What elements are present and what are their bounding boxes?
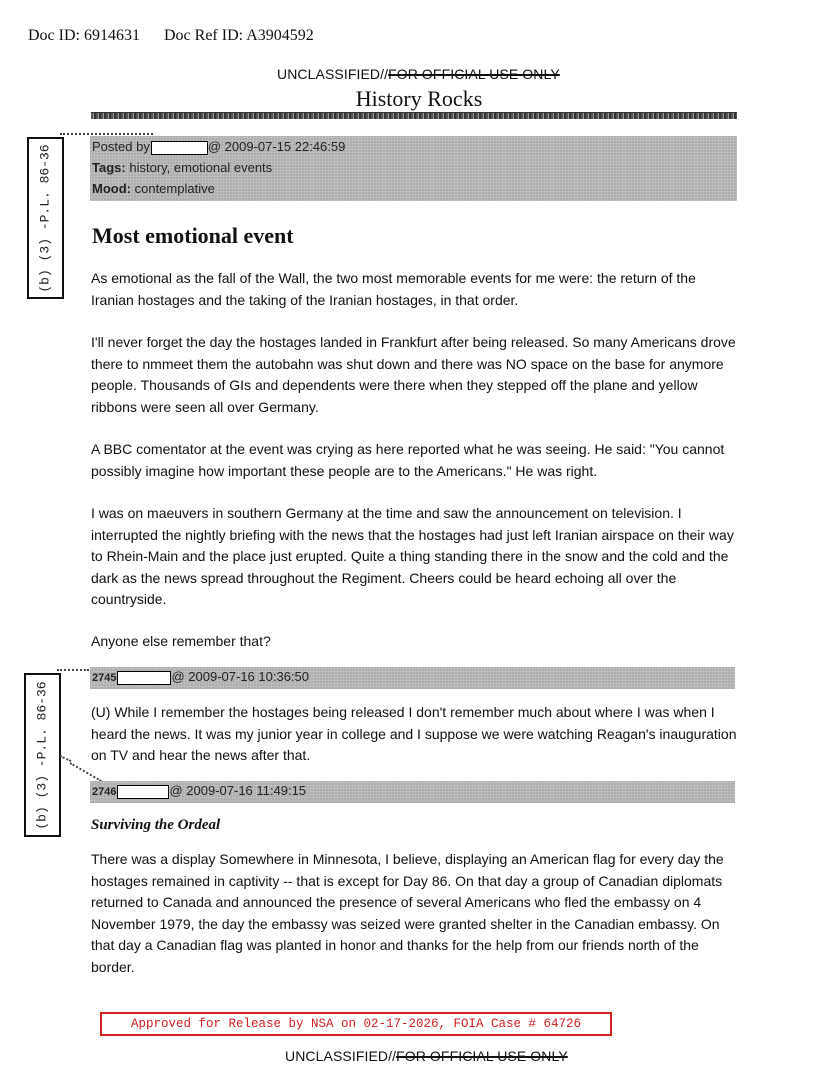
post-paragraph: I was on maeuvers in southern Germany at the time and saw the announcement on television. I interrupted the nightly briefing with the news that the hostages had just left Iranian airspace on their way to Rhein-Main and the place just erupted. Quite a thing standing there in the snow and the cold and the dark as the news spread throughout the Regiment. Cheers could be heard echoing all over the countryside.	[91, 505, 734, 607]
comment-number: 2745	[92, 672, 117, 684]
exemption-box-1	[27, 137, 64, 299]
redacted-username	[117, 671, 171, 685]
comment-timestamp: @ 2009-07-16 11:49:15	[169, 783, 307, 798]
classification-marking-bottom	[285, 1048, 568, 1064]
posted-by-label: Posted by	[92, 139, 150, 154]
posted-by-line	[92, 139, 345, 155]
tags-value[interactable]: history, emotional events	[129, 160, 273, 175]
comment-meta-bar	[90, 667, 735, 689]
doc-ref-id: Doc Ref ID: A3904592	[163, 27, 314, 44]
classification-struck: FOR OFFICIAL USE ONLY	[396, 1048, 568, 1064]
classification-struck: FOR OFFICIAL USE ONLY	[388, 66, 560, 82]
comment-body: (U) While I remember the hostages being released I don't remember much about where I was when I heard the news. It was my junior year in college and I suppose we were watching Reagan's inauguration on TV and hear the news after that.	[91, 704, 737, 763]
comment-number: 2746	[92, 786, 117, 798]
classification-label: UNCLASSIFIED//	[277, 66, 389, 82]
post-heading: Most emotional event	[92, 223, 294, 248]
mood-line	[92, 181, 215, 196]
exemption-label: (b) (3) -P.L. 86-36	[35, 680, 51, 830]
exemption-box-2	[24, 673, 61, 837]
post-timestamp: @ 2009-07-15 22:46:59	[207, 139, 346, 154]
comment-meta-line	[92, 783, 306, 799]
exemption-label: (b) (3) -P.L. 86-36	[38, 143, 54, 293]
post-paragraph: I'll never forget the day the hostages landed in Frankfurt after being released. So many Americans drove there to nmmeet them the autobahn was shut down and there was NO space on the base for anymore people. Thousands of GIs and dependents were there when they stepped off the plane and yellow ribbons were seen all over Germany.	[91, 334, 736, 415]
title-divider	[91, 112, 737, 119]
exemption-leader-1	[60, 133, 153, 135]
comment-body: There was a display Somewhere in Minnesota, I believe, displaying an American flag for every day the hostages remained in captivity -- that is except for Day 86. On that day a group of Canadian diplomats returned to Canada and announced the presence of several Americans who fled the embassy on 4 November 1979, the day the embassy was seized were granted shelter in the Canadian embassy. On that day a Canadian flag was planted in honor and thanks for the help from our friends north of the border.	[91, 851, 724, 975]
redacted-username	[117, 785, 169, 799]
approval-stamp: Approved for Release by NSA on 02-17-2026, FOIA Case # 64726	[100, 1012, 612, 1036]
classification-marking-top	[277, 66, 560, 82]
tags-label: Tags:	[92, 160, 126, 175]
classification-label: UNCLASSIFIED//	[285, 1048, 397, 1064]
post-meta-bar	[90, 136, 737, 201]
redacted-username	[151, 141, 208, 155]
post-paragraph: As emotional as the fall of the Wall, the two most memorable events for me were: the return of the Iranian hostages and the taking of the Iranian hostages, in that order.	[91, 270, 696, 308]
tags-line	[92, 160, 272, 175]
comment-meta-bar	[90, 781, 735, 803]
post-paragraph: Anyone else remember that?	[91, 633, 271, 649]
comment-title: Surviving the Ordeal	[91, 817, 221, 833]
page-title: History Rocks	[355, 86, 483, 111]
mood-label: Mood:	[92, 181, 131, 196]
doc-id: Doc ID: 6914631	[28, 27, 140, 44]
exemption-leader-2a	[57, 669, 89, 671]
post-paragraph: A BBC comentator at the event was crying as here reported what he was seeing. He said: "You cannot possibly imagine how important these people are to the Americans." He was right.	[91, 441, 725, 479]
document-ids	[28, 27, 314, 45]
mood-value: contemplative	[134, 181, 215, 196]
exemption-leader-2b	[60, 755, 72, 762]
comment-meta-line	[92, 669, 309, 685]
comment-timestamp: @ 2009-07-16 10:36:50	[171, 669, 310, 684]
